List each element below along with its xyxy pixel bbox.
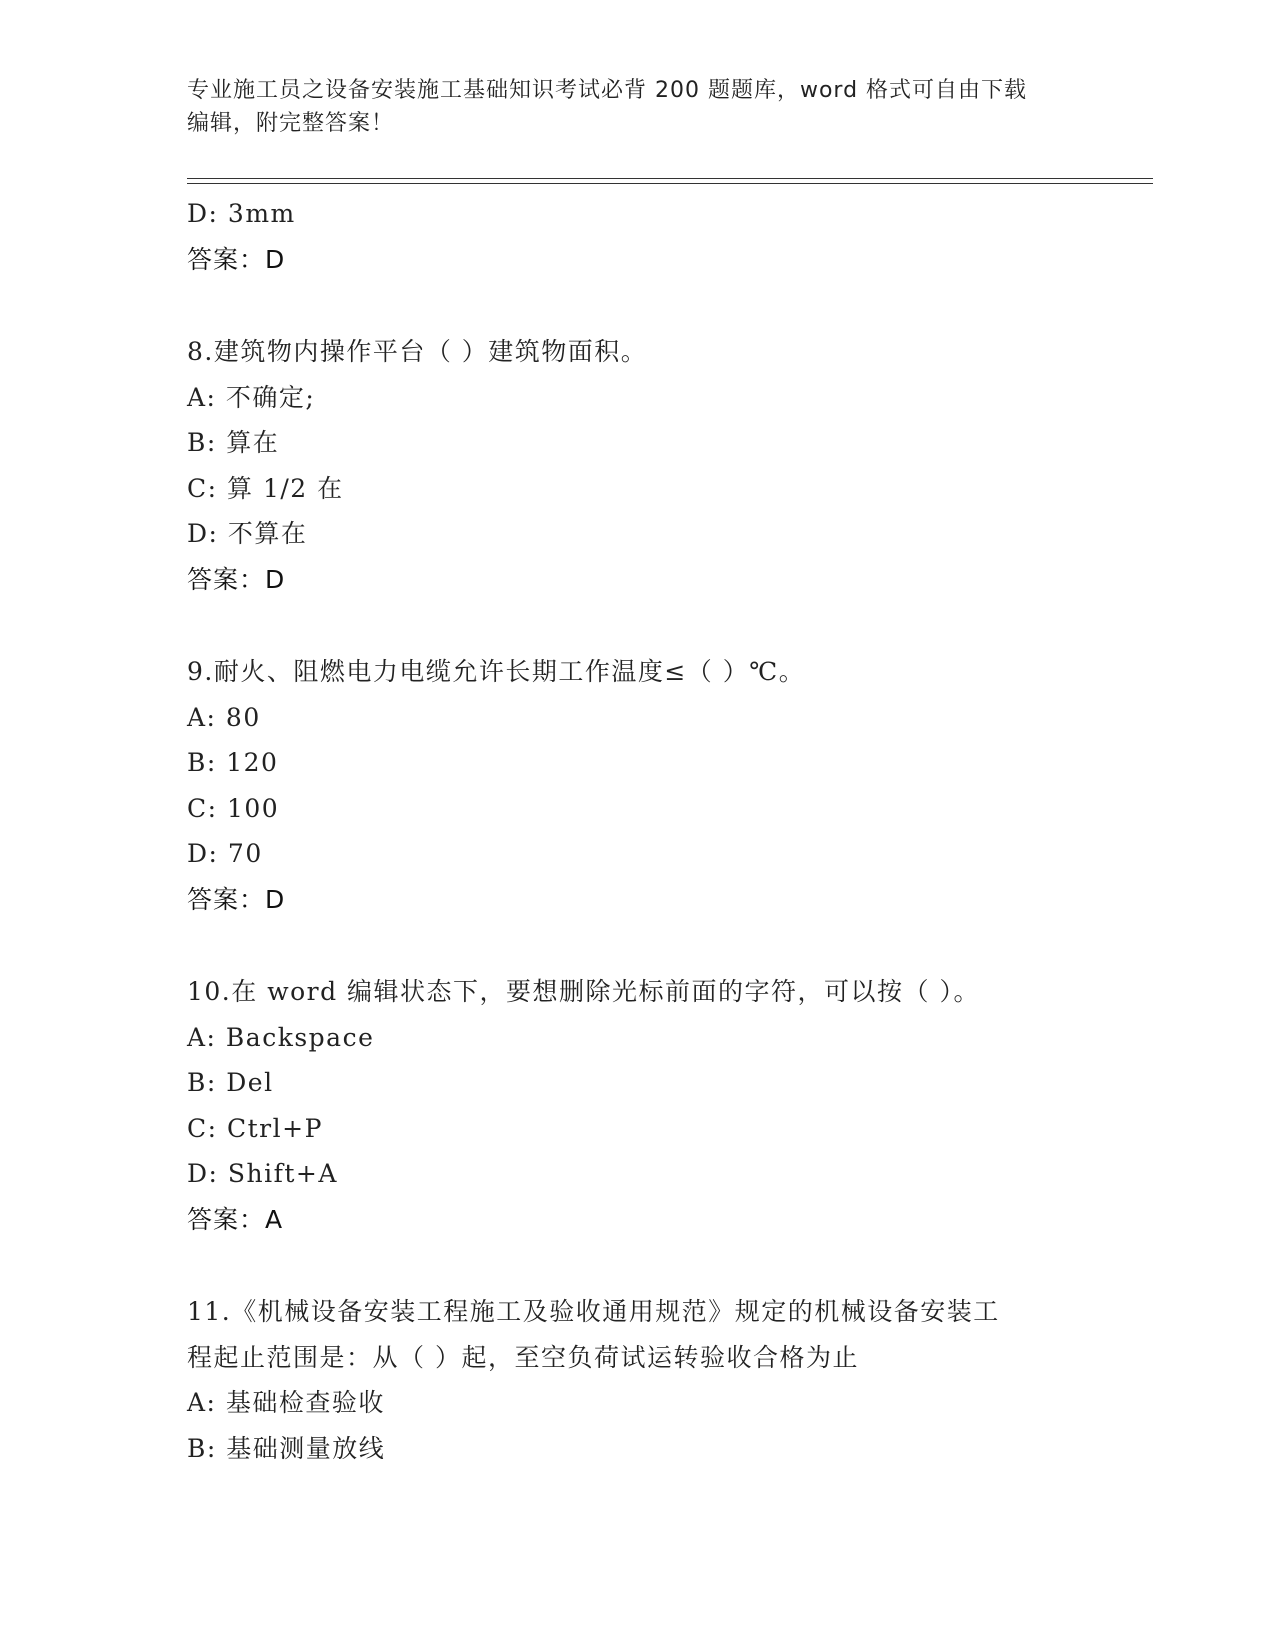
question-block-11 [187,1289,1087,1471]
header-divider-bottom [187,183,1153,184]
header-divider-top [187,178,1153,179]
spacer [187,282,1087,329]
question-stem: 9.耐火、阻燃电力电缆允许长期工作温度≤（ ）℃。 [187,657,806,686]
option-d: D: 不算在 [187,519,308,548]
question-stem-line-1: 11.《机械设备安装工程施工及验收通用规范》规定的机械设备安装工 [187,1297,1000,1326]
question-block-8 [187,329,1087,602]
question-block-7 [187,191,1087,282]
question-stem-line-2: 程起止范围是：从（ ）起，至空负荷试运转验收合格为止 [187,1342,859,1372]
question-block-10 [187,969,1087,1242]
answer-line: 答案：A [187,1204,284,1234]
header-title-line-2: 编辑，附完整答案！ [187,111,395,136]
option-c: C: Ctrl+P [187,1113,323,1143]
option-b: B: Del [187,1068,274,1097]
option-b: B: 基础测量放线 [187,1433,386,1463]
question-block-9 [187,649,1087,922]
answer-line: 答案：D [187,884,286,914]
spacer [187,602,1087,649]
option-d: D: 70 [187,839,263,868]
option-d: D: Shift+A [187,1159,338,1188]
option-b: B: 120 [187,748,279,777]
answer-line: 答案：D [187,564,286,594]
question-stem: 8.建筑物内操作平台（ ）建筑物面积。 [187,337,648,366]
document-header [187,74,1087,140]
question-stem: 10.在 word 编辑状态下，要想删除光标前面的字符，可以按（ ）。 [187,977,981,1006]
answer-line: 答案：D [187,244,286,274]
option-d: D: 3mm [187,199,296,228]
spacer [187,922,1087,969]
option-a: A: Backspace [187,1022,375,1052]
option-c: C: 100 [187,793,280,823]
option-a: A: 基础检查验收 [187,1388,385,1417]
question-list [187,191,1087,1471]
option-b: B: 算在 [187,428,280,457]
spacer [187,1242,1087,1289]
option-c: C: 算 1/2 在 [187,473,344,503]
option-a: A: 不确定; [187,382,316,412]
option-a: A: 80 [187,702,261,732]
header-title-line-1: 专业施工员之设备安装施工基础知识考试必背 200 题题库，word 格式可自由下载 [187,78,1028,103]
